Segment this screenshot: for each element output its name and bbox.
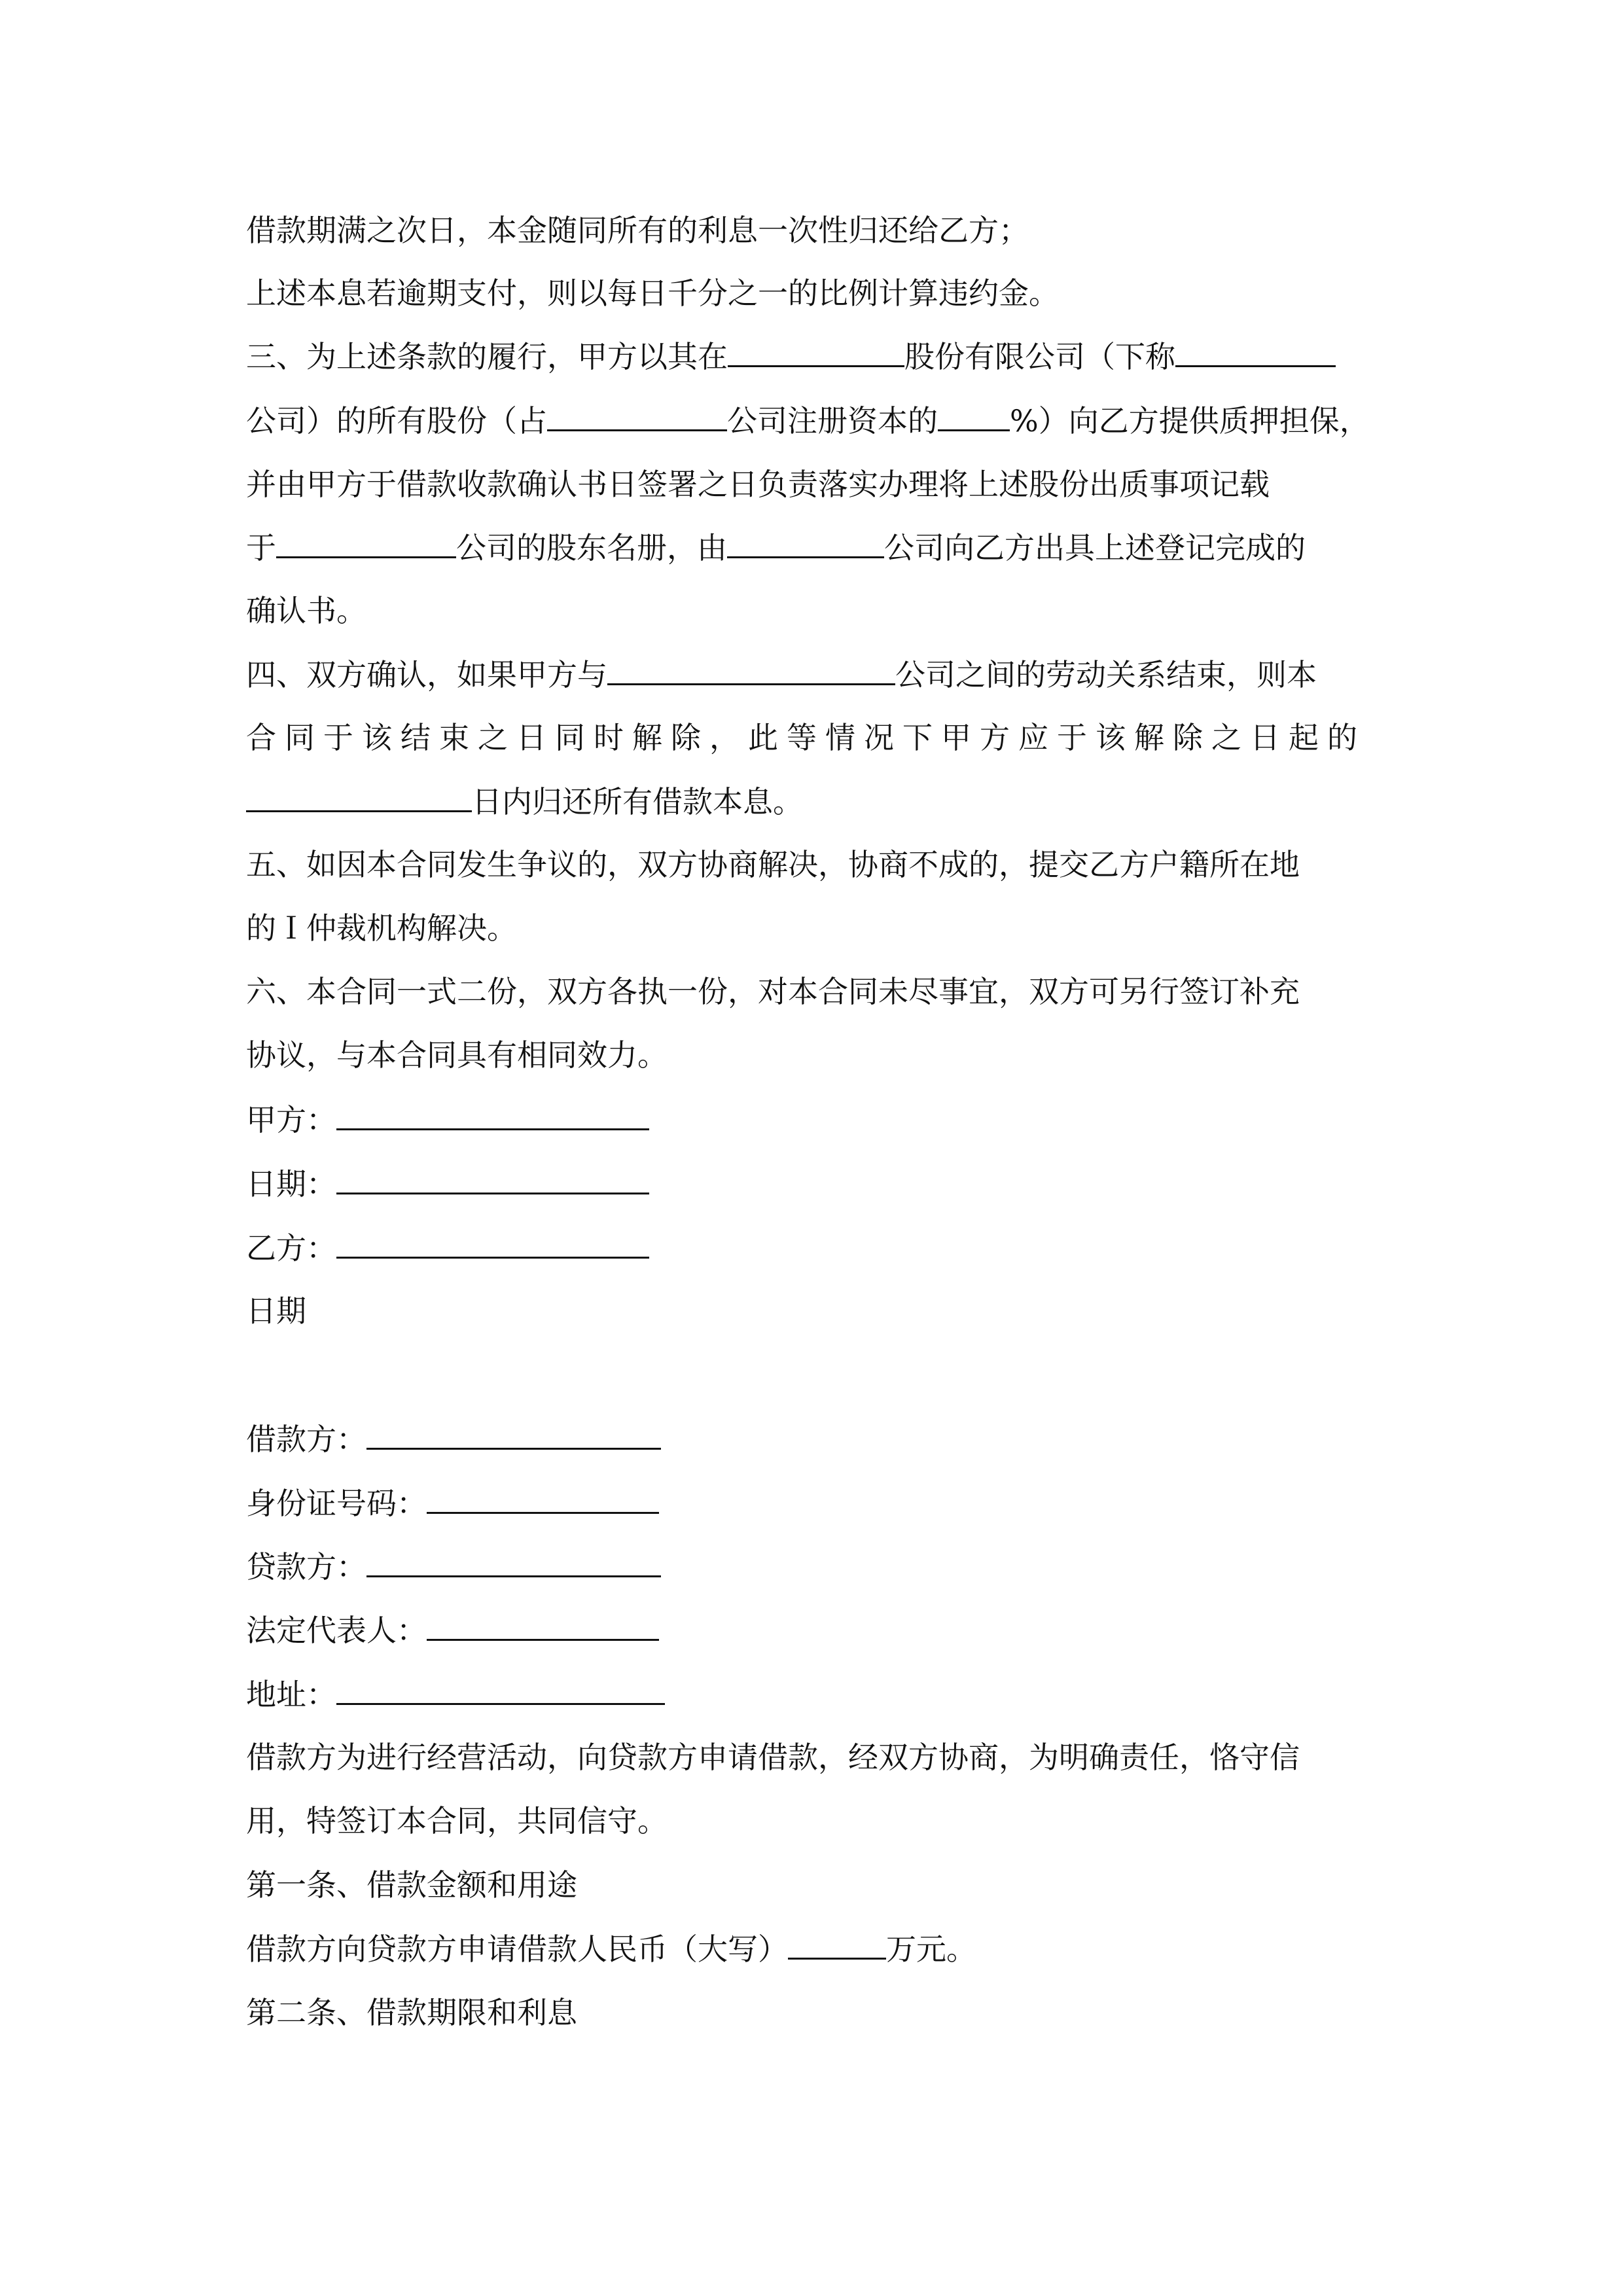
text: 借款方向贷款方申请借款人民币（大写） [246, 1931, 788, 1967]
legal-rep-row [246, 1610, 659, 1650]
borrower-row [246, 1419, 661, 1459]
text: 五、如因本合同发生争议的，双方协商解决，协商不成的，提交乙方户籍所在地 [246, 847, 1300, 882]
amount-blank[interactable] [788, 1929, 886, 1960]
clause-3-line-4 [246, 528, 1306, 567]
label: 甲方： [246, 1102, 336, 1138]
legal-rep-blank[interactable] [427, 1610, 659, 1641]
fill-blank[interactable] [727, 528, 884, 558]
text: 确认书。 [246, 593, 366, 628]
intro-line-1 [246, 1738, 1300, 1777]
label: 贷款方： [246, 1549, 366, 1585]
label: 法定代表人： [246, 1613, 427, 1648]
label: 借款方： [246, 1422, 366, 1457]
clause-3-line-1 [246, 336, 1336, 376]
text: %）向乙方提供质押担保， [1010, 403, 1370, 439]
clause-6-line-2 [246, 1035, 668, 1075]
clause-4-line-3 [246, 781, 803, 821]
text: 公司注册资本的 [727, 403, 938, 439]
clause-4-line-2 [246, 718, 1366, 757]
signature-blank[interactable] [336, 1100, 649, 1130]
text: 第二条、借款期限和利息 [246, 1995, 577, 2030]
fill-blank[interactable] [1175, 336, 1336, 367]
label: 日期 [246, 1293, 306, 1329]
fill-blank[interactable] [607, 655, 895, 685]
id-number-blank[interactable] [427, 1483, 659, 1514]
fill-blank[interactable] [728, 336, 904, 367]
clause-5-line-2 [246, 908, 517, 948]
text: 三、为上述条款的履行，甲方以其在 [246, 339, 728, 374]
label: 日期： [246, 1166, 336, 1202]
text: 万元。 [886, 1931, 976, 1967]
signature-date-2 [246, 1291, 306, 1331]
signature-party-b [246, 1228, 649, 1268]
date-blank[interactable] [336, 1164, 649, 1194]
text: 的Ｉ仲裁机构解决。 [246, 910, 517, 946]
text: 合同于该结束之日同时解除，此等情况下甲方应于该解除之日起的 [246, 720, 1366, 755]
clause-3-line-2 [246, 401, 1370, 440]
fill-blank[interactable] [276, 528, 456, 558]
text: 公司）的所有股份（占 [246, 403, 547, 439]
paragraph-line [246, 211, 1029, 250]
text: 借款期满之次日，本金随同所有的利息一次性归还给乙方； [246, 213, 1029, 248]
signature-blank[interactable] [336, 1228, 649, 1259]
article-2-heading [246, 1993, 577, 2032]
intro-line-2 [246, 1801, 668, 1840]
text: 协议，与本合同具有相同效力。 [246, 1037, 668, 1073]
text: 公司之间的劳动关系结束，则本 [895, 657, 1317, 692]
text: 用，特签订本合同，共同信守。 [246, 1803, 668, 1839]
id-number-row [246, 1483, 659, 1523]
lender-blank[interactable] [366, 1547, 661, 1577]
text: 公司的股东名册，由 [456, 530, 727, 565]
fill-blank[interactable] [246, 781, 472, 812]
text: 公司向乙方出具上述登记完成的 [884, 530, 1306, 565]
fill-blank[interactable] [938, 401, 1010, 431]
clause-5-line-1 [246, 845, 1300, 884]
text: 并由甲方于借款收款确认书日签署之日负责落实办理将上述股份出质事项记载 [246, 467, 1270, 502]
lender-row [246, 1547, 661, 1587]
text: 于 [246, 530, 276, 565]
text: 日内归还所有借款本息。 [472, 784, 803, 819]
label: 地址： [246, 1677, 336, 1712]
label: 身份证号码： [246, 1486, 427, 1521]
signature-date-1 [246, 1164, 649, 1204]
borrower-blank[interactable] [366, 1419, 661, 1450]
clause-3-line-3 [246, 465, 1270, 504]
article-1-heading [246, 1865, 577, 1905]
paragraph-line [246, 274, 1059, 313]
text: 六、本合同一式二份，双方各执一份，对本合同未尽事宜，双方可另行签订补充 [246, 974, 1300, 1009]
fill-blank[interactable] [547, 401, 727, 431]
text: 借款方为进行经营活动，向贷款方申请借款，经双方协商，为明确责任，恪守信 [246, 1740, 1300, 1775]
text: 股份有限公司（下称 [904, 339, 1175, 374]
clause-6-line-1 [246, 972, 1300, 1011]
address-blank[interactable] [336, 1674, 665, 1705]
text: 第一条、借款金额和用途 [246, 1867, 577, 1903]
clause-4-line-1 [246, 655, 1317, 694]
article-1-body [246, 1929, 976, 1969]
clause-3-line-5 [246, 591, 366, 630]
signature-party-a [246, 1100, 649, 1139]
address-row [246, 1674, 665, 1714]
text: 四、双方确认，如果甲方与 [246, 657, 607, 692]
text: 上述本息若逾期支付，则以每日千分之一的比例计算违约金。 [246, 276, 1059, 311]
label: 乙方： [246, 1230, 336, 1266]
